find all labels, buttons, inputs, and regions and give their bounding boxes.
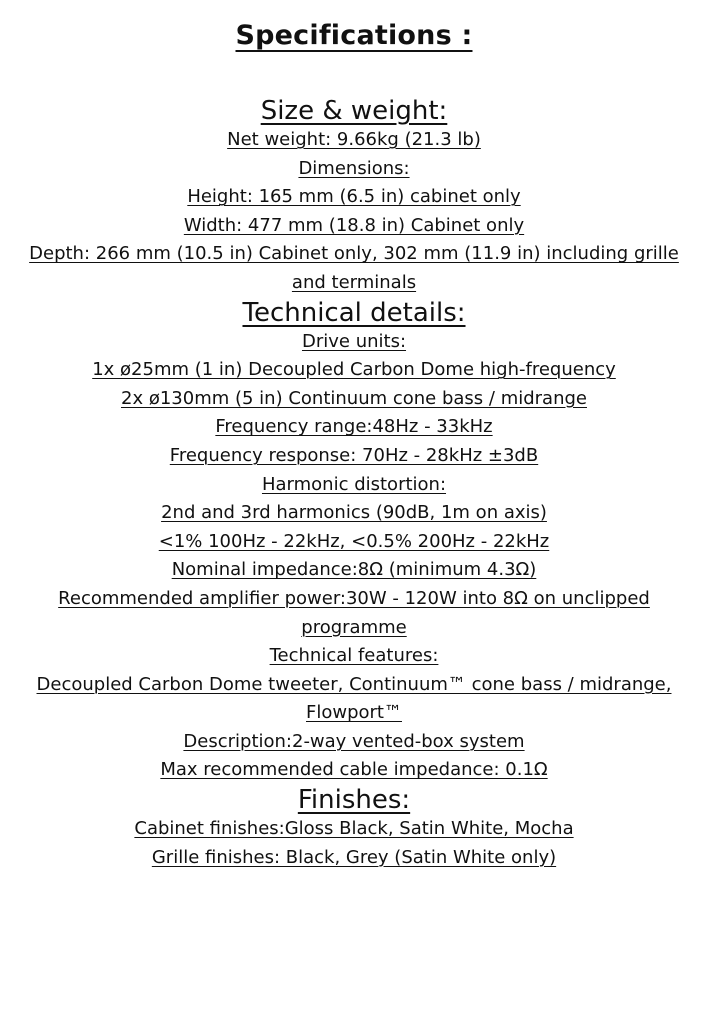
spec-tweeter: 1x ø25mm (1 in) Decoupled Carbon Dome high-frequency <box>92 359 616 381</box>
spec-technical-features: Decoupled Carbon Dome tweeter, Continuum™ cone bass / midrange, <box>36 673 672 695</box>
spec-technical-features-continued: Flowport™ <box>306 702 402 724</box>
section-heading-finishes: Finishes: <box>297 785 411 816</box>
spec-amplifier-power-continued: programme <box>301 616 407 638</box>
spec-height: Height: 165 mm (6.5 in) cabinet only <box>187 186 521 208</box>
spec-drive-units-label: Drive units: <box>301 330 407 352</box>
spec-dimensions-label: Dimensions: <box>298 157 410 179</box>
spec-net-weight: Net weight: 9.66kg (21.3 lb) <box>227 129 481 150</box>
spec-width: Width: 477 mm (18.8 in) Cabinet only <box>183 214 525 236</box>
spec-depth-continued: and terminals <box>291 271 417 293</box>
spec-technical-features-label: Technical features: <box>269 645 439 667</box>
spec-depth: Depth: 266 mm (10.5 in) Cabinet only, 302 mm (11.9 in) including grille <box>29 243 679 265</box>
spec-harmonic-distortion-label: Harmonic distortion: <box>261 473 447 495</box>
spec-harmonics: 2nd and 3rd harmonics (90dB, 1m on axis) <box>161 502 547 524</box>
spec-description: Description:2-way vented-box system <box>183 730 525 752</box>
spec-bass-midrange: 2x ø130mm (5 in) Continuum cone bass / midrange <box>121 387 587 409</box>
spec-distortion-values: <1% 100Hz - 22kHz, <0.5% 200Hz - 22kHz <box>158 530 550 552</box>
spec-frequency-response: Frequency response: 70Hz - 28kHz ±3dB <box>169 444 539 466</box>
spec-amplifier-power: Recommended amplifier power:30W - 120W into 8Ω on unclipped <box>58 587 650 609</box>
spec-cable-impedance: Max recommended cable impedance: 0.1Ω <box>160 759 548 781</box>
spec-cabinet-finishes: Cabinet finishes:Gloss Black, Satin White, Mocha <box>134 818 574 840</box>
section-heading-size-weight: Size & weight: <box>260 96 448 126</box>
page-title: Specifications : <box>235 20 473 51</box>
spec-nominal-impedance: Nominal impedance:8Ω (minimum 4.3Ω) <box>171 559 537 581</box>
section-heading-technical-details: Technical details: <box>242 297 466 328</box>
spec-frequency-range: Frequency range:48Hz - 33kHz <box>215 416 493 438</box>
spec-grille-finishes: Grille finishes: Black, Grey (Satin White only) <box>151 846 557 868</box>
